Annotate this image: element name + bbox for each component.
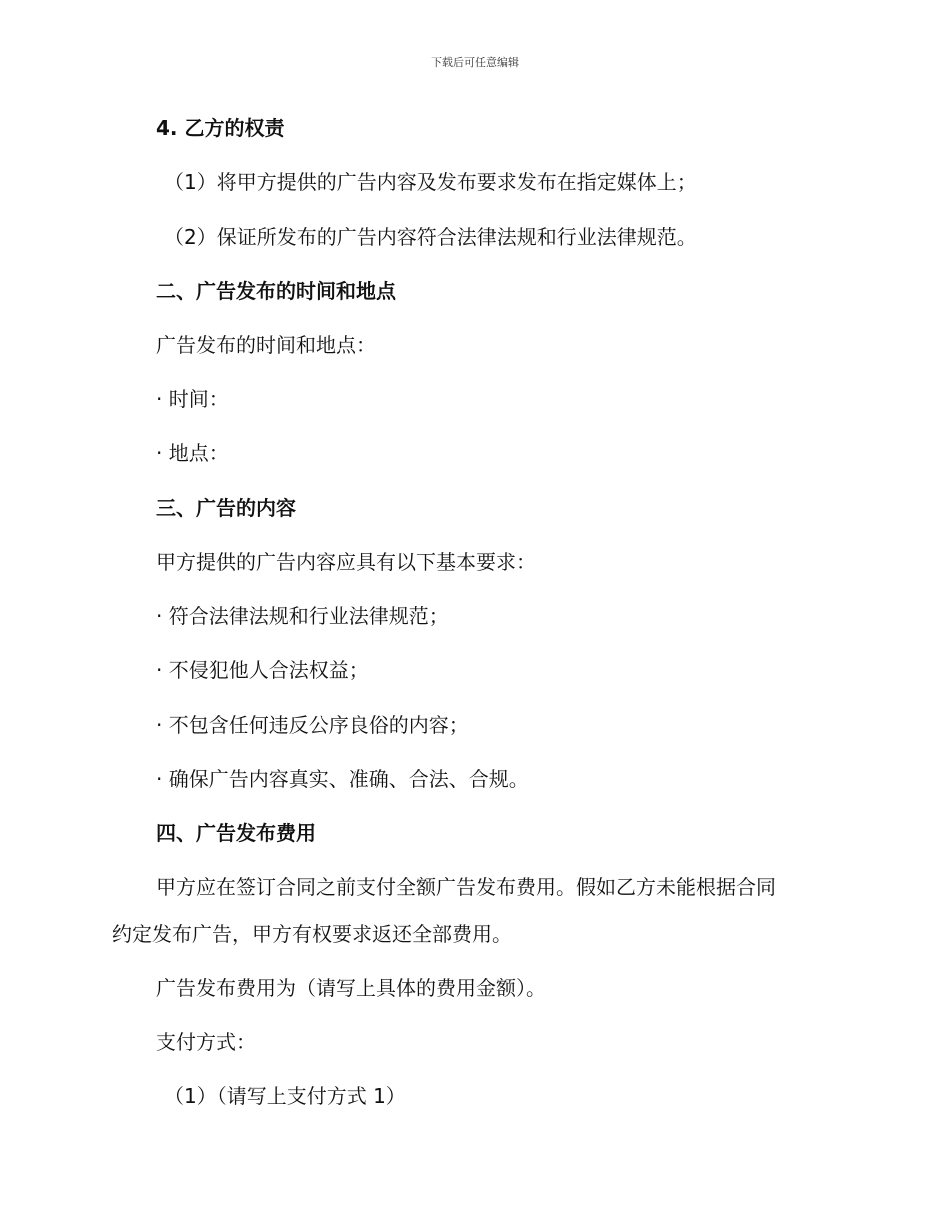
section-heading-fee: 四、广告发布费用: [156, 821, 316, 845]
list-item: （1）（请写上支付方式 1）: [164, 1084, 406, 1108]
bullet-item: · 符合法律法规和行业法律规范；: [156, 604, 449, 628]
section-4-heading: 4. 乙方的权责: [156, 116, 285, 140]
paragraph-line: 甲方应在签订合同之前支付全额广告发布费用。假如乙方未能根据合同: [156, 875, 776, 899]
section-heading-time-place: 二、广告发布的时间和地点: [156, 279, 396, 303]
paragraph: 甲方提供的广告内容应具有以下基本要求：: [156, 550, 536, 574]
bullet-item: · 不包含任何违反公序良俗的内容；: [156, 713, 469, 737]
page-header: 下载后可任意编辑: [431, 56, 519, 69]
section-heading-content: 三、广告的内容: [156, 496, 296, 520]
bullet-item-place: · 地点：: [156, 441, 229, 465]
bullet-item-time: · 时间：: [156, 387, 229, 411]
paragraph: 广告发布费用为（请写上具体的费用金额）。: [156, 976, 546, 1000]
list-item: （2）保证所发布的广告内容符合法律法规和行业法律规范。: [164, 225, 697, 249]
paragraph: 支付方式：: [156, 1030, 256, 1054]
paragraph-line: 约定发布广告，甲方有权要求返还全部费用。: [112, 922, 512, 946]
bullet-item: · 确保广告内容真实、准确、合法、合规。: [156, 767, 529, 791]
paragraph: 广告发布的时间和地点：: [156, 333, 376, 357]
bullet-item: · 不侵犯他人合法权益；: [156, 658, 369, 682]
list-item: （1）将甲方提供的广告内容及发布要求发布在指定媒体上；: [164, 170, 697, 194]
